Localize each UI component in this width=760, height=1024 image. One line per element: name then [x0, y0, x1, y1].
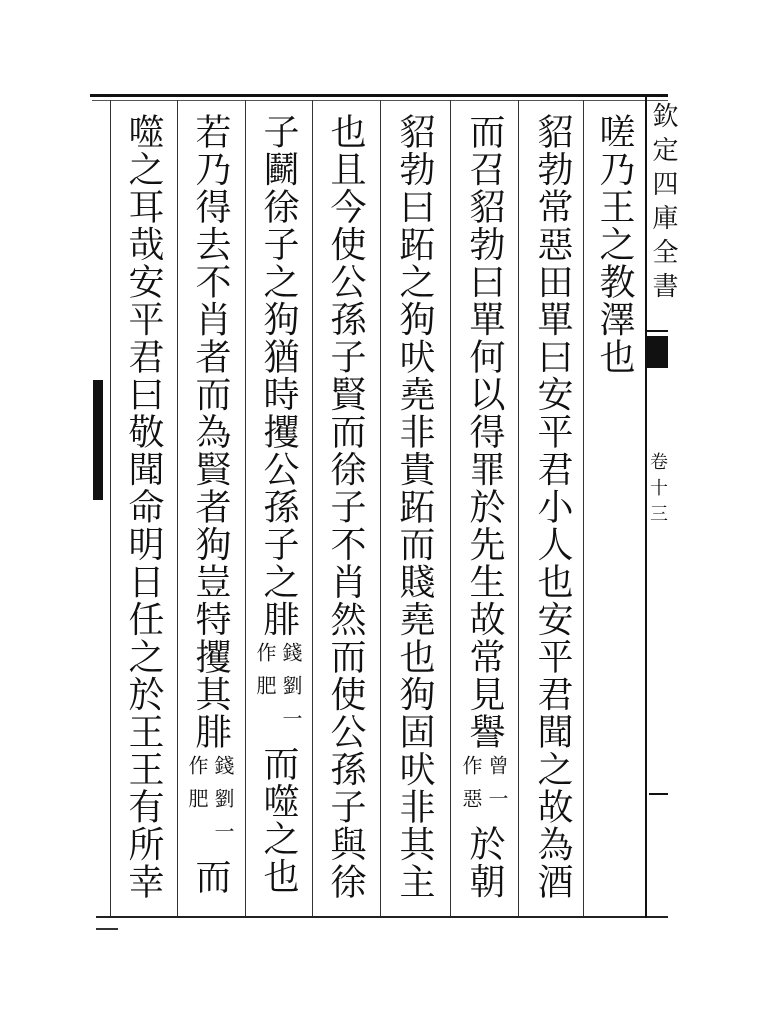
column-text: 貂勃常惡田單曰安平君小人也安平君聞之故為酒 [532, 113, 573, 901]
bottom-border-rule [96, 916, 668, 918]
note-left-line: 作肥 [253, 642, 277, 708]
column-divider [380, 100, 381, 916]
column-divider [245, 100, 246, 916]
text-column-4 [383, 113, 445, 901]
text-column-6 [247, 113, 309, 895]
text-column-7 [179, 113, 241, 895]
column-text-after-note: 而 [190, 857, 231, 895]
note-right-line: 錢劉一 [211, 754, 235, 854]
column-text: 嗟乃王之教澤也 [594, 113, 635, 376]
side-title-box [647, 98, 678, 332]
top-border-rule [90, 94, 668, 97]
column-text-after-note: 於朝 [464, 824, 505, 900]
column-divider [312, 100, 313, 916]
column-divider [110, 100, 111, 916]
column-text: 也且今使公孫子賢而徐子不肖然而使公孫子與徐 [325, 113, 366, 901]
column-divider [177, 100, 178, 916]
side-tick-mark [649, 793, 668, 795]
column-divider [518, 100, 519, 916]
interlinear-note [187, 755, 233, 854]
juan-label: 卷十三 [647, 452, 668, 530]
column-text: 若乃得去不肖者而為賢者狗豈特攫其腓 [190, 113, 231, 751]
note-left-line: 作惡 [459, 754, 483, 821]
column-text: 子鬬徐子之狗猶時攫公孫子之腓 [258, 113, 299, 638]
left-margin-ink-bar [93, 380, 103, 500]
text-column-1 [583, 113, 645, 376]
interlinear-note [461, 755, 507, 821]
note-right-line: 曾一 [485, 754, 509, 821]
fishtail-tab [647, 336, 668, 368]
side-title: 欽定四庫全書 [648, 102, 678, 306]
text-column-8 [112, 113, 174, 901]
text-column-3 [453, 113, 515, 900]
text-column-5 [314, 113, 376, 901]
text-column-2 [521, 113, 583, 901]
column-text: 而召貂勃曰單何以得罪於先生故常見譽 [464, 113, 505, 751]
column-text: 貂勃曰跖之狗吠堯非貴跖而賤堯也狗固吠非其主 [394, 113, 435, 901]
column-text: 噬之耳哉安平君曰敬聞命明日任之於王王有所幸 [123, 113, 164, 901]
column-text-after-note: 而噬之也 [258, 745, 299, 895]
column-divider [450, 100, 451, 916]
note-left-line: 作肥 [185, 754, 209, 821]
bottom-border-fragment [96, 928, 118, 930]
note-right-line: 錢劉一 [279, 642, 303, 741]
interlinear-note [255, 642, 301, 741]
juan-label-box [646, 452, 668, 530]
